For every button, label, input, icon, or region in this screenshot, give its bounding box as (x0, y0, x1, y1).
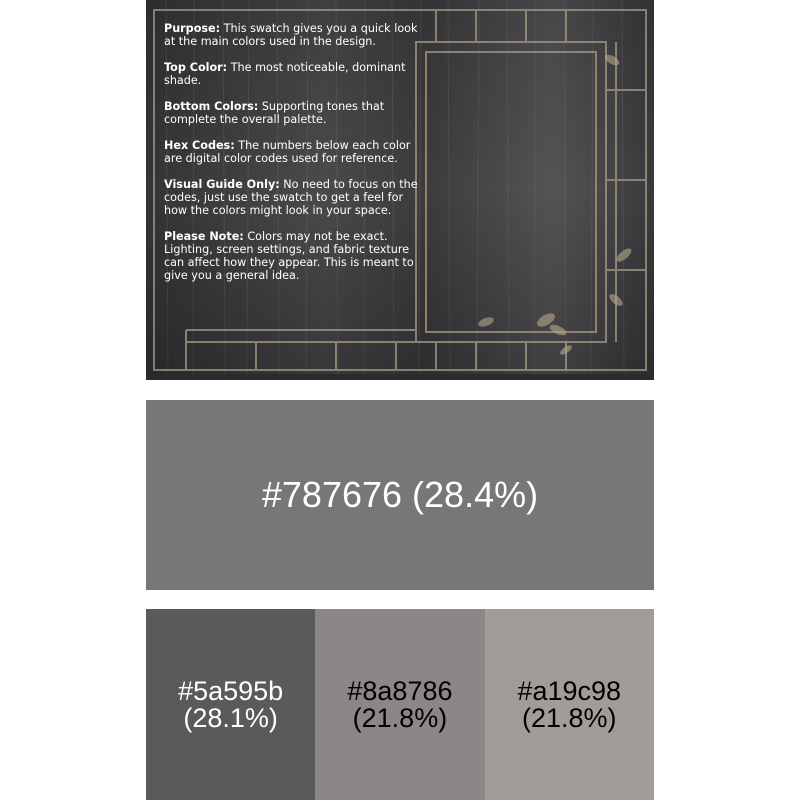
swatch-hex-code: #5a595b (178, 675, 284, 706)
note-hex-codes (164, 139, 426, 165)
note-heading: Top Color: (164, 61, 228, 74)
swatch-hex-code: #a19c98 (517, 675, 622, 706)
note-purpose (164, 22, 426, 48)
note-heading: Purpose: (164, 22, 221, 35)
note-heading: Please Note: (164, 230, 244, 243)
swatch-notes (164, 22, 426, 295)
note-text: No need to focus on the codes, just use the swatch to get a feel for how the colors might look in your space. (164, 178, 418, 217)
bottom-color-swatch-1 (146, 609, 315, 800)
note-text: The most noticeable, dominant shade. (164, 61, 406, 87)
bottom-color-swatch-3 (485, 609, 654, 800)
note-top-color (164, 61, 426, 87)
rug-photo (146, 0, 654, 380)
note-text: Colors may not be exact. Lighting, screen settings, and fabric texture can affect how they appear. This is meant to give you a general idea. (164, 230, 414, 282)
note-please-note (164, 230, 426, 282)
note-text: This swatch gives you a quick look at the main colors used in the design. (164, 22, 418, 48)
note-heading: Bottom Colors: (164, 100, 259, 113)
swatch-percent: (28.1%) (183, 702, 278, 733)
note-heading: Visual Guide Only: (164, 178, 280, 191)
note-visual-guide (164, 178, 426, 217)
top-color-swatch (146, 400, 654, 590)
note-bottom-colors (164, 100, 426, 126)
bottom-color-swatch-2 (315, 609, 484, 800)
swatch-hex-code: #8a8786 (347, 675, 453, 706)
note-text: The numbers below each color are digital color codes used for reference. (164, 139, 411, 165)
swatch-percent: (21.8%) (521, 702, 617, 733)
note-text: Supporting tones that complete the overall palette. (164, 100, 385, 126)
note-heading: Hex Codes: (164, 139, 235, 152)
top-color-label: #787676 (28.4%) (261, 474, 539, 515)
swatch-percent: (21.8%) (352, 702, 448, 733)
